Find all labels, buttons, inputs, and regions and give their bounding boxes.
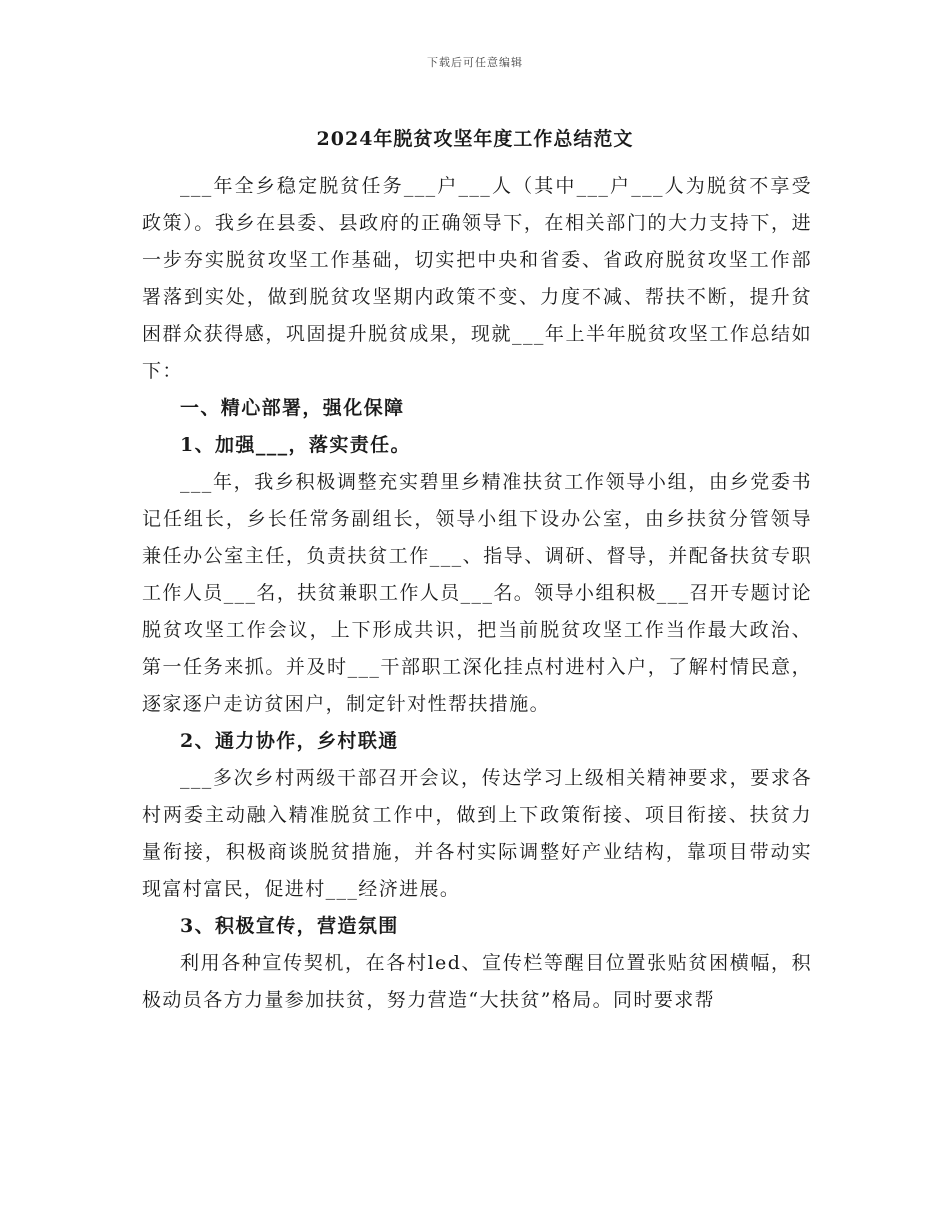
subsection-heading-2: 2、通力协作，乡村联通 [180, 730, 399, 752]
paragraph-1: ___年，我乡积极调整充实碧里乡精准扶贫工作领导小组，由乡党委书记任组长，乡长任常务副组长，领导小组下设办公室，由乡扶贫分管领导兼任办公室主任，负责扶贫工作___、指导、调研、督导，并配备扶贫专职工作人员___名，扶贫兼职工作人员___名。领导小组积极___召开专题讨论脱贫攻坚工作会议，上下形成共识，把当前脱贫攻坚工作当作最大政治、第一任务来抓。并及时___干部职工深化挂点村进村入户，了解村情民意，逐家逐户走访贫困户，制定针对性帮扶措施。 [142, 471, 812, 715]
intro-paragraph: ___年全乡稳定脱贫任务___户___人（其中___户___人为脱贫不享受政策）。我乡在县委、县政府的正确领导下，在相关部门的大力支持下，进一步夯实脱贫攻坚工作基础，切实把中央和省委、省政府脱贫攻坚工作部署落到实处，做到脱贫攻坚期内政策不变、力度不减、帮扶不断，提升贫困群众获得感，巩固提升脱贫成果，现就___年上半年脱贫攻坚工作总结如下： [142, 175, 812, 382]
document-title: 2024年脱贫攻坚年度工作总结范文 [316, 128, 634, 150]
subsection-heading-3: 3、积极宣传，营造氛围 [180, 915, 399, 937]
section-heading-1: 一、精心部署，强化保障 [180, 397, 405, 419]
header-note: 下载后可任意编辑 [427, 56, 523, 69]
document-body [142, 168, 812, 1019]
subsection-heading-1: 1、加强___，落实责任。 [180, 434, 411, 456]
paragraph-3: 利用各种宣传契机，在各村led、宣传栏等醒目位置张贴贫困横幅，积极动员各方力量参加扶贫，努力营造“大扶贫”格局。同时要求帮 [142, 952, 812, 1011]
paragraph-2: ___多次乡村两级干部召开会议，传达学习上级相关精神要求，要求各村两委主动融入精准脱贫工作中，做到上下政策衔接、项目衔接、扶贫力量衔接，积极商谈脱贫措施，并各村实际调整好产业结构，靠项目带动实现富村富民，促进村___经济进展。 [142, 767, 812, 900]
